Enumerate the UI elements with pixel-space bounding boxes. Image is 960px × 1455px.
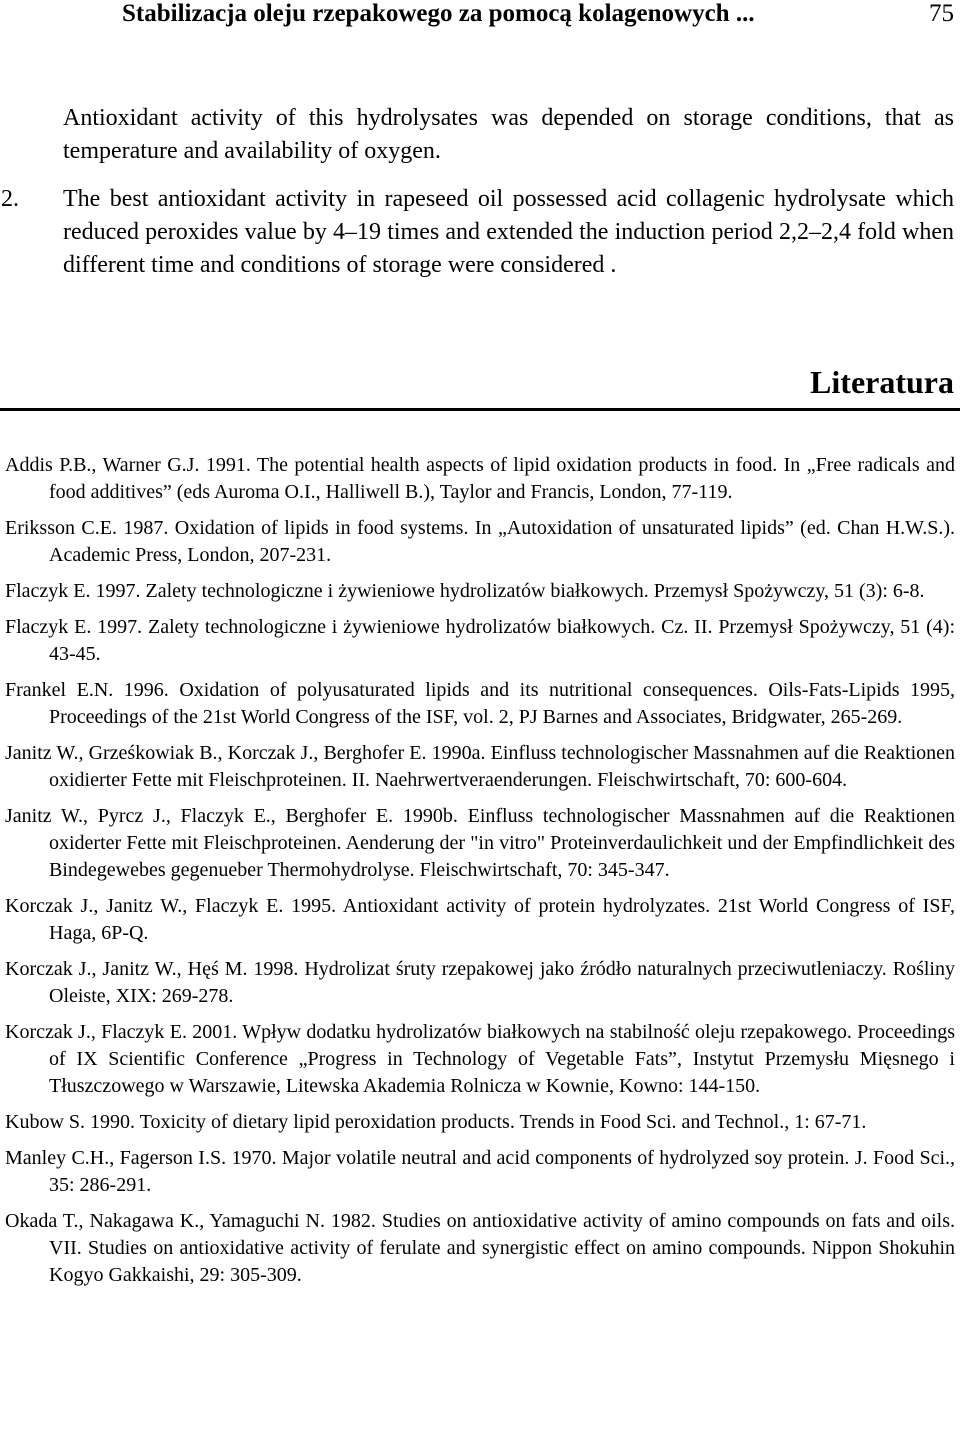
conclusion-number: 2. <box>1 186 19 212</box>
reference-item: Korczak J., Janitz W., Hęś M. 1998. Hydrolizat śruty rzepakowej jako źródło naturalnych przeciwutleniaczy. Rośliny Oleiste, XIX: 269-278. <box>5 958 955 1007</box>
reference-item: Addis P.B., Warner G.J. 1991. The potential health aspects of lipid oxidation products in food. In „Free radicals and food additives” (eds Auroma O.I., Halliwell B.), Taylor and Francis, London, 77-119. <box>5 454 955 503</box>
reference-item: Janitz W., Grześkowiak B., Korczak J., Berghofer E. 1990a. Einfluss technologischer Massnahmen auf die Reaktionen oxidierter Fette mit Fleischproteinen. II. Naehrwertveraenderungen. Fleischwirtschaft, 70: 600-604. <box>5 742 955 791</box>
section-heading-literatura: Literatura <box>810 364 954 400</box>
page-number: 75 <box>929 0 954 27</box>
reference-item: Eriksson C.E. 1987. Oxidation of lipids in food systems. In „Autoxidation of unsaturated lipids” (ed. Chan H.W.S.). Academic Press, London, 207-231. <box>5 517 955 566</box>
reference-item: Korczak J., Flaczyk E. 2001. Wpływ dodatku hydrolizatów białkowych na stabilność oleju rzepakowego. Proceedings of IX Scientific Conference „Progress in Technology of Vegetable Fats”, Instytut Przemysłu Mięsnego i Tłuszczowego w Warszawie, Litewska Akademia Rolnicza w Kownie, Kowno: 144-150. <box>5 1021 955 1097</box>
running-header <box>122 0 954 32</box>
reference-item: Flaczyk E. 1997. Zalety technologiczne i żywieniowe hydrolizatów białkowych. Przemysł Spożywczy, 51 (3): 6-8. <box>5 580 925 602</box>
conclusion-text: The best antioxidant activity in rapeseed oil possessed acid collagenic hydrolysate which reduced peroxides value by 4–19 times and extended the induction period 2,2–2,4 fold when different time and conditions of storage were considered . <box>63 186 954 278</box>
section-divider <box>0 408 960 411</box>
reference-list <box>5 452 955 1298</box>
reference-item: Janitz W., Pyrcz J., Flaczyk E., Berghofer E. 1990b. Einfluss technologischer Massnahmen auf die Reaktionen oxiderter Fette mit Fleischproteinen. Aenderung der "in vitro" Proteinverdaulichkeit und der Empfindlichkeit des Bindegewebes gegenueber Thermohydrolyse. Fleischwirtschaft, 70: 345-347. <box>5 805 955 881</box>
reference-item: Okada T., Nakagawa K., Yamaguchi N. 1982. Studies on antioxidative activity of amino compounds on fats and oils. VII. Studies on antioxidative activity of ferulate and synergistic effect on amino compounds. Nippon Shokuhin Kogyo Gakkaishi, 29: 305-309. <box>5 1210 955 1286</box>
reference-item: Frankel E.N. 1996. Oxidation of polyusaturated lipids and its nutritional consequences. Oils-Fats-Lipids 1995, Proceedings of the 21st World Congress of the ISF, vol. 2, PJ Barnes and Associates, Bridgwater, 265-269. <box>5 679 955 728</box>
reference-item: Kubow S. 1990. Toxicity of dietary lipid peroxidation products. Trends in Food Sci. and Technol., 1: 67-71. <box>5 1111 867 1133</box>
conclusion-item <box>0 183 960 282</box>
conclusion-item <box>0 102 960 168</box>
reference-item: Flaczyk E. 1997. Zalety technologiczne i żywieniowe hydrolizatów białkowych. Cz. II. Przemysł Spożywczy, 51 (4): 43-45. <box>5 616 955 665</box>
running-title: Stabilizacja oleju rzepakowego za pomocą kolagenowych ... <box>122 0 755 27</box>
reference-item: Manley C.H., Fagerson I.S. 1970. Major volatile neutral and acid components of hydrolyzed soy protein. J. Food Sci., 35: 286-291. <box>5 1147 955 1196</box>
conclusions-list <box>0 102 960 282</box>
reference-item: Korczak J., Janitz W., Flaczyk E. 1995. Antioxidant activity of protein hydrolyzates. 21st World Congress of ISF, Haga, 6P-Q. <box>5 895 955 944</box>
conclusion-text: Antioxidant activity of this hydrolysates was depended on storage conditions, that as temperature and availability of oxygen. <box>63 105 954 164</box>
